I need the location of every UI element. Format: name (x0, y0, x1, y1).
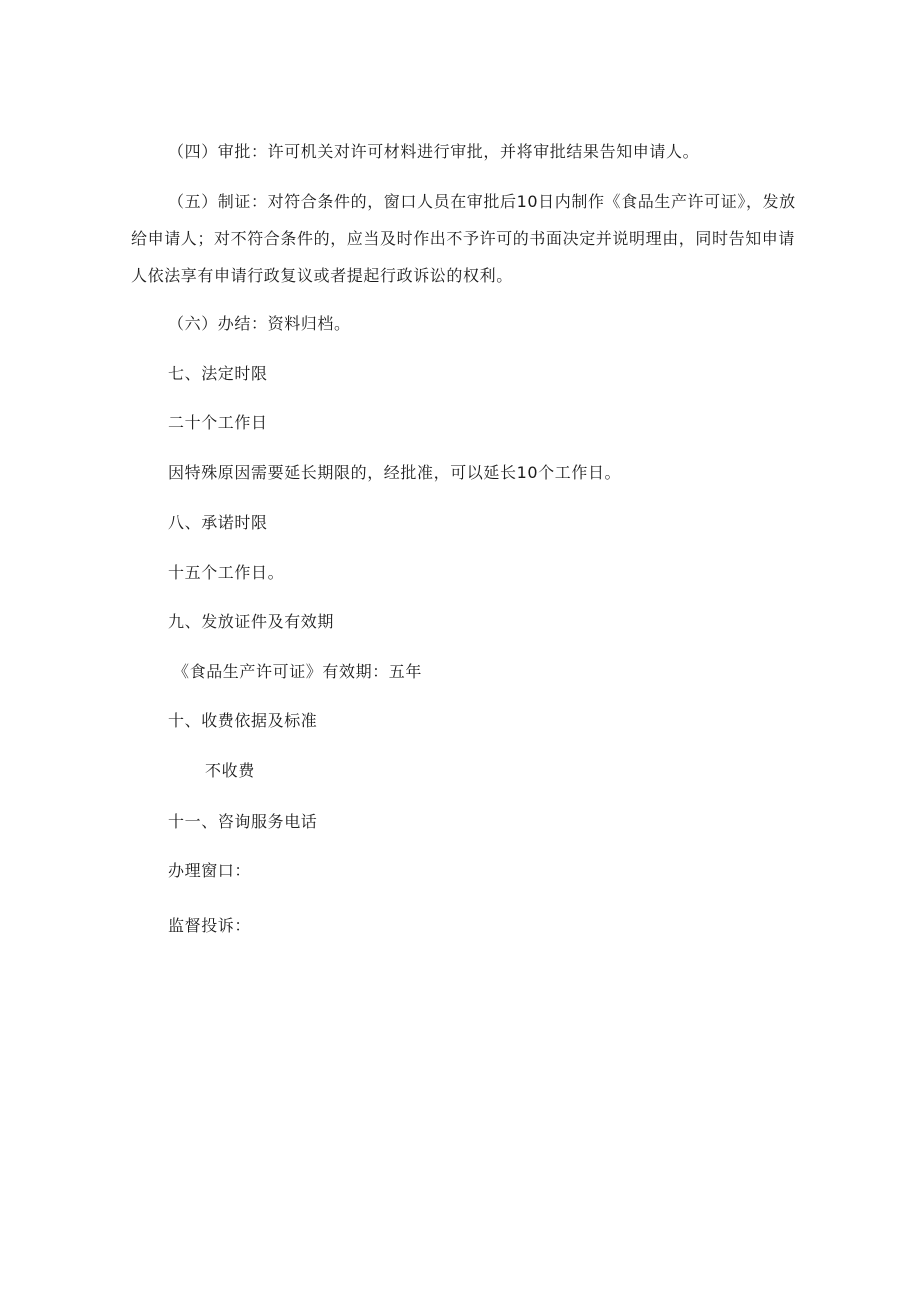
section-7-extension: 因特殊原因需要延长期限的，经批准，可以延长10个工作日。 (168, 463, 622, 482)
supervision-label: 监督投诉： (168, 916, 252, 935)
section-10-fee: 不收费 (205, 761, 255, 780)
section-8-days: 十五个工作日。 (168, 563, 285, 582)
item-4-approval: （四）审批：许可机关对许可材料进行审批，并将审批结果告知申请人。 (168, 142, 700, 161)
section-9-title: 九、发放证件及有效期 (168, 612, 335, 631)
section-10-title: 十、收费依据及标准 (168, 711, 318, 730)
section-7-days: 二十个工作日 (168, 413, 268, 432)
window-label: 办理窗口： (168, 861, 252, 880)
item-6-completion: （六）办结：资料归档。 (168, 314, 351, 333)
section-11-title: 十一、咨询服务电话 (168, 812, 318, 831)
section-8-title: 八、承诺时限 (168, 513, 268, 532)
section-7-title: 七、法定时限 (168, 364, 268, 383)
section-9-validity: 《食品生产许可证》有效期：五年 (173, 662, 423, 681)
item-5-certificate: （五）制证：对符合条件的，窗口人员在审批后10日内制作《食品生产许可证》，发放给申请人；对不符合条件的，应当及时作出不予许可的书面决定并说明理由，同时告知申请人依法享有申请行政复议或者提起行政诉讼的权利。 (131, 192, 796, 285)
